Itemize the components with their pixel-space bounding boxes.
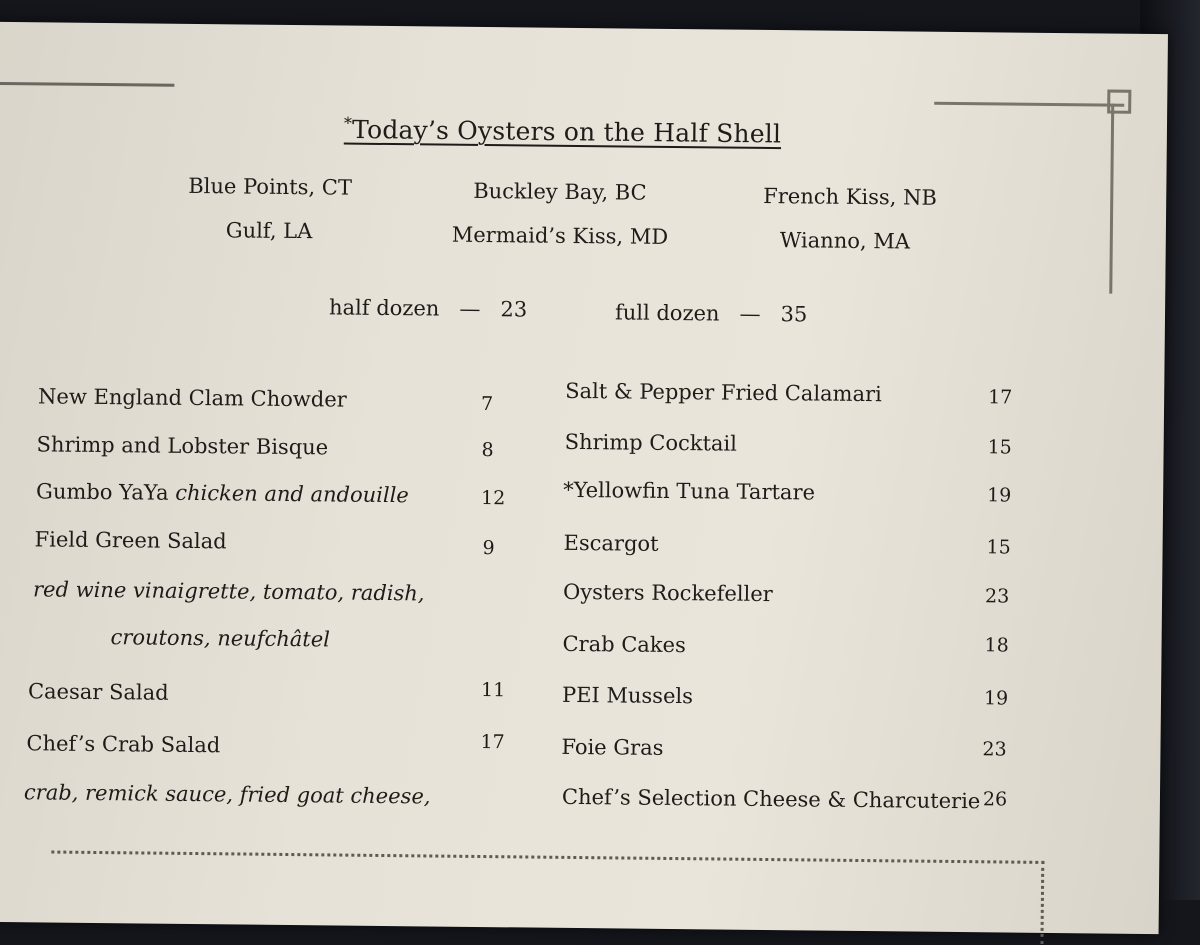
title-star: * xyxy=(343,113,353,133)
menu-item-price: 23 xyxy=(982,738,1007,761)
menu-item-price: 9 xyxy=(482,537,495,560)
menu-item-name: Gumbo YaYa xyxy=(35,479,169,505)
menu-item-price: 7 xyxy=(480,392,494,416)
menu-item-price: 19 xyxy=(987,484,1012,507)
dotted-border-box xyxy=(50,851,1044,944)
menu-item-price: 8 xyxy=(481,439,494,462)
half-dozen-label: half dozen xyxy=(328,295,440,321)
decorative-rule-right xyxy=(934,102,1124,107)
menu-item-name: Foie Gras xyxy=(561,734,664,760)
menu-item-name: Oysters Rockefeller xyxy=(562,579,773,607)
menu-item-price: 12 xyxy=(480,487,506,510)
full-dozen-value: 35 xyxy=(780,302,808,327)
oyster-item: Mermaid’s Kiss, MD xyxy=(451,222,669,249)
decorative-rule-left xyxy=(0,82,174,87)
oyster-item: Blue Points, CT xyxy=(188,173,353,200)
menu-item-price: 11 xyxy=(480,679,506,702)
menu-item-price: 15 xyxy=(987,436,1012,459)
dash: — xyxy=(739,301,761,326)
menu-item-price: 26 xyxy=(982,788,1008,811)
menu-title xyxy=(344,114,782,149)
menu-item-name: Crab Cakes xyxy=(562,631,686,658)
menu-item-description: croutons, neufchâtel xyxy=(110,625,331,652)
full-dozen-label: full dozen xyxy=(614,300,720,326)
menu-item-name: Shrimp and Lobster Bisque xyxy=(36,432,329,460)
menu-item-gumbo xyxy=(36,479,409,507)
menu-item-description: crab, remick sauce, fried goat cheese, xyxy=(23,780,431,809)
menu-item-name: Salt & Pepper Fried Calamari xyxy=(565,378,882,407)
menu-item-name: Field Green Salad xyxy=(34,527,227,554)
title-text: Today’s Oysters on the Half Shell xyxy=(351,114,782,149)
menu-item-price: 19 xyxy=(983,687,1009,710)
oyster-item: Buckley Bay, BC xyxy=(473,178,647,205)
menu-item-price: 23 xyxy=(984,585,1010,608)
menu-item-price: 17 xyxy=(988,386,1013,409)
menu-item-price: 18 xyxy=(984,634,1009,657)
menu-item-name: New England Clam Chowder xyxy=(37,384,347,412)
decorative-rule-right-vertical xyxy=(1109,104,1114,294)
half-dozen-price xyxy=(329,295,527,321)
menu-item-name: Chef’s Selection Cheese & Charcuterie xyxy=(561,784,981,814)
decorative-corner-square xyxy=(1107,90,1131,114)
full-dozen-price xyxy=(615,300,808,326)
menu-item-name: PEI Mussels xyxy=(561,682,694,709)
oyster-item: Gulf, LA xyxy=(225,218,313,244)
menu-item-description: chicken and andouille xyxy=(175,480,409,508)
dash: — xyxy=(459,296,481,321)
menu-item-name: *Yellowfin Tuna Tartare xyxy=(563,477,816,505)
menu-item-name: Caesar Salad xyxy=(27,679,169,705)
menu-page xyxy=(0,22,1168,934)
oyster-item: French Kiss, NB xyxy=(763,183,938,210)
oyster-item: Wianno, MA xyxy=(779,228,911,254)
half-dozen-value: 23 xyxy=(500,297,528,322)
menu-item-name: Shrimp Cocktail xyxy=(564,429,738,456)
menu-item-name: Escargot xyxy=(563,530,659,556)
menu-item-name: Chef’s Crab Salad xyxy=(26,731,221,758)
menu-item-price: 17 xyxy=(480,731,505,754)
menu-item-description: red wine vinaigrette, tomato, radish, xyxy=(32,577,425,606)
menu-item-price: 15 xyxy=(986,536,1011,559)
